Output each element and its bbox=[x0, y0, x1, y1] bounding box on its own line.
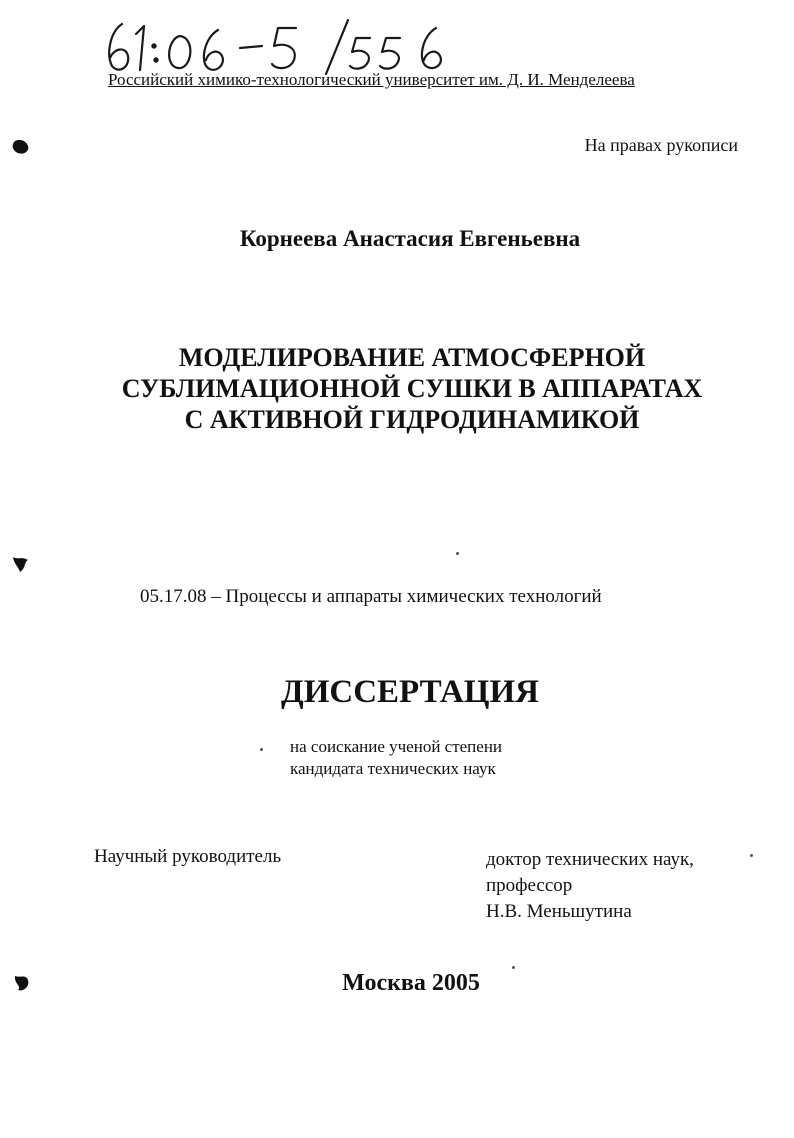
supervisor-info bbox=[486, 847, 694, 925]
city-and-year: Москва 2005 bbox=[342, 970, 480, 996]
binding-hole-mark-icon bbox=[10, 136, 32, 158]
scan-speck bbox=[750, 854, 753, 857]
supervisor-name: Н.В. Меньшутина bbox=[486, 901, 632, 922]
scan-speck bbox=[260, 748, 263, 751]
handwritten-number-drawing bbox=[100, 14, 460, 76]
title-line: МОДЕЛИРОВАНИЕ АТМОСФЕРНОЙ bbox=[178, 343, 646, 372]
handwritten-archive-number bbox=[100, 14, 460, 76]
author-name: Корнеева Анастасия Евгеньевна bbox=[239, 226, 581, 251]
manuscript-rights-note: На правах рукописи bbox=[584, 135, 738, 155]
supervisor-label: Научный руководитель bbox=[94, 846, 282, 867]
title-line: С АКТИВНОЙ ГИДРОДИНАМИКОЙ bbox=[184, 405, 640, 434]
university-name: Российский химико-технологический университет им. Д. И. Менделеева bbox=[108, 70, 635, 89]
degree-description bbox=[290, 736, 502, 780]
specialty-code: 05.17.08 – Процессы и аппараты химических технологий bbox=[140, 586, 602, 607]
dissertation-title bbox=[0, 342, 794, 435]
degree-line: на соискание ученой степени bbox=[290, 737, 503, 756]
binding-hole-mark-icon bbox=[10, 972, 32, 994]
title-line: СУБЛИМАЦИОННОЙ СУШКИ В АППАРАТАХ bbox=[121, 374, 703, 403]
binding-hole-mark-icon bbox=[10, 552, 32, 574]
scan-speck bbox=[456, 552, 459, 555]
supervisor-rank: профессор bbox=[486, 875, 573, 896]
supervisor-degree: доктор технических наук, bbox=[486, 849, 694, 870]
degree-line: кандидата технических наук bbox=[290, 759, 496, 778]
document-type-heading: ДИССЕРТАЦИЯ bbox=[281, 674, 539, 710]
scan-speck bbox=[512, 966, 515, 969]
